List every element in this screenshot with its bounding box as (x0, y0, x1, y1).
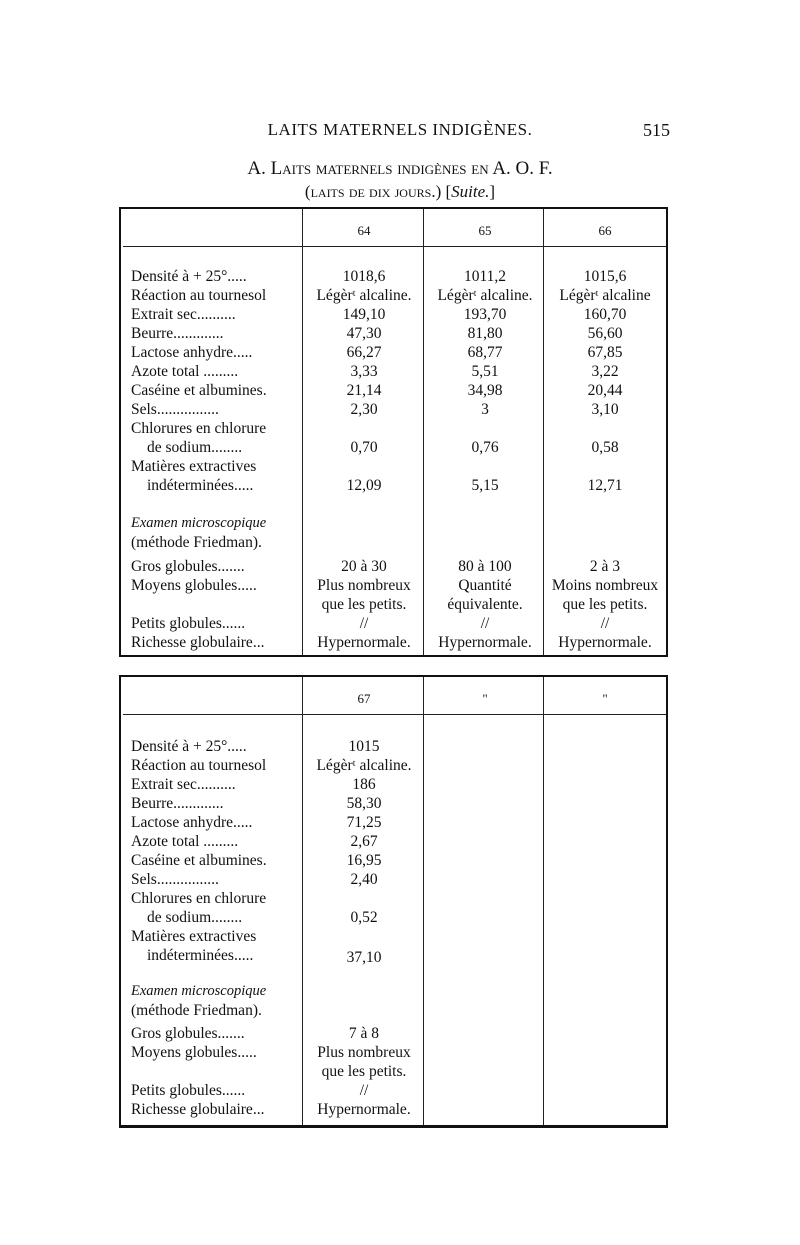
row-label-chlorures-cont: de sodium........ (147, 909, 243, 926)
cell-petits: // (480, 615, 490, 632)
cell-moyens-cont: équivalente. (447, 596, 523, 613)
column-header: 64 (357, 223, 371, 238)
running-title: LAITS MATERNELS INDIGÈNES. (267, 120, 533, 139)
cell-densite: 1018,6 (342, 268, 386, 285)
row-label-reaction: Réaction au tournesol (131, 757, 267, 774)
row-label-beurre: Beurre............. (131, 325, 224, 342)
row-label-caseine: Caséine et albumines. (131, 852, 267, 869)
bracket-close: ] (489, 182, 496, 201)
column-rule (302, 209, 303, 655)
cell-extrait: 186 (352, 776, 376, 793)
row-label-moyens: Moyens globules..... (131, 1044, 257, 1061)
cell-caseine: 34,98 (467, 382, 503, 399)
cell-beurre: 58,30 (346, 795, 382, 812)
column-header: 66 (598, 223, 612, 238)
cell-azote: 2,67 (350, 833, 378, 850)
cell-gros: 2 à 3 (589, 558, 621, 575)
column-rule (543, 677, 544, 1125)
subcaption-suite: Suite. (451, 182, 490, 201)
row-label-matieres: Matières extractives (131, 928, 257, 945)
row-label-petits: Petits globules...... (131, 615, 246, 632)
cell-richesse: Hypernormale. (317, 634, 411, 651)
row-label-lactose: Lactose anhydre..... (131, 814, 253, 831)
page-number: 515 (643, 120, 670, 140)
row-label-examen: Examen microscopique (131, 983, 267, 999)
cell-densite: 1015,6 (583, 268, 627, 285)
column-header-ditto: " (602, 691, 608, 706)
cell-moyens-cont: que les petits. (562, 596, 648, 613)
row-label-petits: Petits globules...... (131, 1082, 246, 1099)
cell-extrait: 149,10 (342, 306, 386, 323)
cell-caseine: 21,14 (346, 382, 382, 399)
header-rule (123, 714, 666, 715)
column-rule (302, 677, 303, 1125)
cell-gros: 7 à 8 (348, 1025, 380, 1042)
cell-sels: 2,30 (350, 401, 378, 418)
row-label-extrait: Extrait sec.......... (131, 306, 236, 323)
table-caption (0, 158, 800, 180)
bracket-open: [ (441, 182, 452, 201)
row-label-chlorures: Chlorures en chlorure (131, 890, 267, 907)
cell-petits: // (359, 1082, 369, 1099)
cell-petits: // (600, 615, 610, 632)
row-label-reaction: Réaction au tournesol (131, 287, 267, 304)
row-label-densite: Densité à + 25°..... (131, 738, 247, 755)
cell-reaction: Légèrᵗ alcaline. (437, 287, 533, 304)
running-head (0, 120, 800, 144)
row-label-examen: Examen microscopique (131, 515, 267, 531)
cell-densite: 1015 (348, 738, 380, 755)
cell-azote: 3,22 (591, 363, 619, 380)
cell-chlorures: 0,70 (350, 439, 378, 456)
row-label-matieres-cont: indéterminées..... (147, 477, 254, 494)
row-label-richesse: Richesse globulaire... (131, 634, 265, 651)
cell-extrait: 193,70 (463, 306, 507, 323)
row-label-sels: Sels................ (131, 401, 219, 418)
cell-moyens: Moins nombreux (551, 577, 659, 594)
row-label-sels: Sels................ (131, 871, 219, 888)
row-label-moyens: Moyens globules..... (131, 577, 257, 594)
column-header-ditto: " (482, 691, 488, 706)
cell-azote: 3,33 (350, 363, 378, 380)
cell-lactose: 66,27 (346, 344, 382, 361)
cell-chlorures: 0,76 (471, 439, 499, 456)
row-label-richesse: Richesse globulaire... (131, 1101, 265, 1118)
cell-reaction: Légèrᵗ alcaline (559, 287, 651, 304)
row-label-extrait: Extrait sec.......... (131, 776, 236, 793)
cell-moyens: Plus nombreux (317, 1044, 411, 1061)
cell-chlorures: 0,58 (591, 439, 619, 456)
table-subcaption (0, 182, 800, 202)
cell-reaction: Légèrᵗ alcaline. (316, 757, 412, 774)
cell-richesse: Hypernormale. (317, 1101, 411, 1118)
cell-densite: 1011,2 (463, 268, 507, 285)
row-label-densite: Densité à + 25°..... (131, 268, 247, 285)
cell-beurre: 47,30 (346, 325, 382, 342)
cell-gros: 80 à 100 (458, 558, 512, 575)
row-label-chlorures: Chlorures en chlorure (131, 420, 267, 437)
cell-matieres: 5,15 (471, 477, 499, 494)
milk-analysis-table-1 (119, 207, 668, 657)
milk-analysis-table-2 (119, 675, 668, 1128)
subcaption-text: (laits de dix jours.) (304, 182, 442, 201)
row-label-methode: (méthode Friedman). (131, 1002, 262, 1019)
cell-beurre: 81,80 (467, 325, 503, 342)
cell-richesse: Hypernormale. (558, 634, 652, 651)
cell-richesse: Hypernormale. (438, 634, 532, 651)
cell-petits: // (359, 615, 369, 632)
cell-matieres: 37,10 (346, 949, 382, 966)
cell-matieres: 12,09 (346, 477, 382, 494)
caption-prefix: A. (247, 158, 271, 179)
cell-reaction: Légèrᵗ alcaline. (316, 287, 412, 304)
caption-suffix: A. O. F. (488, 158, 553, 179)
cell-caseine: 16,95 (346, 852, 382, 869)
cell-sels: 3 (481, 401, 489, 418)
column-header: 65 (478, 223, 492, 238)
row-label-caseine: Caséine et albumines. (131, 382, 267, 399)
row-label-lactose: Lactose anhydre..... (131, 344, 253, 361)
column-header: 67 (357, 691, 371, 706)
row-label-azote: Azote total ......... (131, 363, 239, 380)
row-label-gros: Gros globules....... (131, 558, 245, 575)
cell-moyens-cont: que les petits. (321, 596, 407, 613)
header-rule (123, 246, 666, 247)
row-label-beurre: Beurre............. (131, 795, 224, 812)
cell-gros: 20 à 30 (341, 558, 387, 575)
row-label-methode: (méthode Friedman). (131, 534, 262, 551)
row-label-matieres: Matières extractives (131, 458, 257, 475)
cell-azote: 5,51 (471, 363, 499, 380)
cell-moyens: Quantité (458, 577, 512, 594)
cell-sels: 2,40 (350, 871, 378, 888)
cell-extrait: 160,70 (583, 306, 627, 323)
row-label-gros: Gros globules....... (131, 1025, 245, 1042)
cell-moyens-cont: que les petits. (321, 1063, 407, 1080)
cell-matieres: 12,71 (587, 477, 623, 494)
caption-title: Laits maternels indigènes en (270, 158, 489, 179)
cell-chlorures: 0,52 (350, 909, 378, 926)
cell-sels: 3,10 (591, 401, 619, 418)
row-label-chlorures-cont: de sodium........ (147, 439, 243, 456)
row-label-matieres-cont: indéterminées..... (147, 947, 254, 964)
cell-beurre: 56,60 (587, 325, 623, 342)
cell-lactose: 68,77 (467, 344, 503, 361)
cell-lactose: 67,85 (587, 344, 623, 361)
row-label-azote: Azote total ......... (131, 833, 239, 850)
cell-moyens: Plus nombreux (317, 577, 411, 594)
cell-lactose: 71,25 (346, 814, 382, 831)
cell-caseine: 20,44 (587, 382, 623, 399)
